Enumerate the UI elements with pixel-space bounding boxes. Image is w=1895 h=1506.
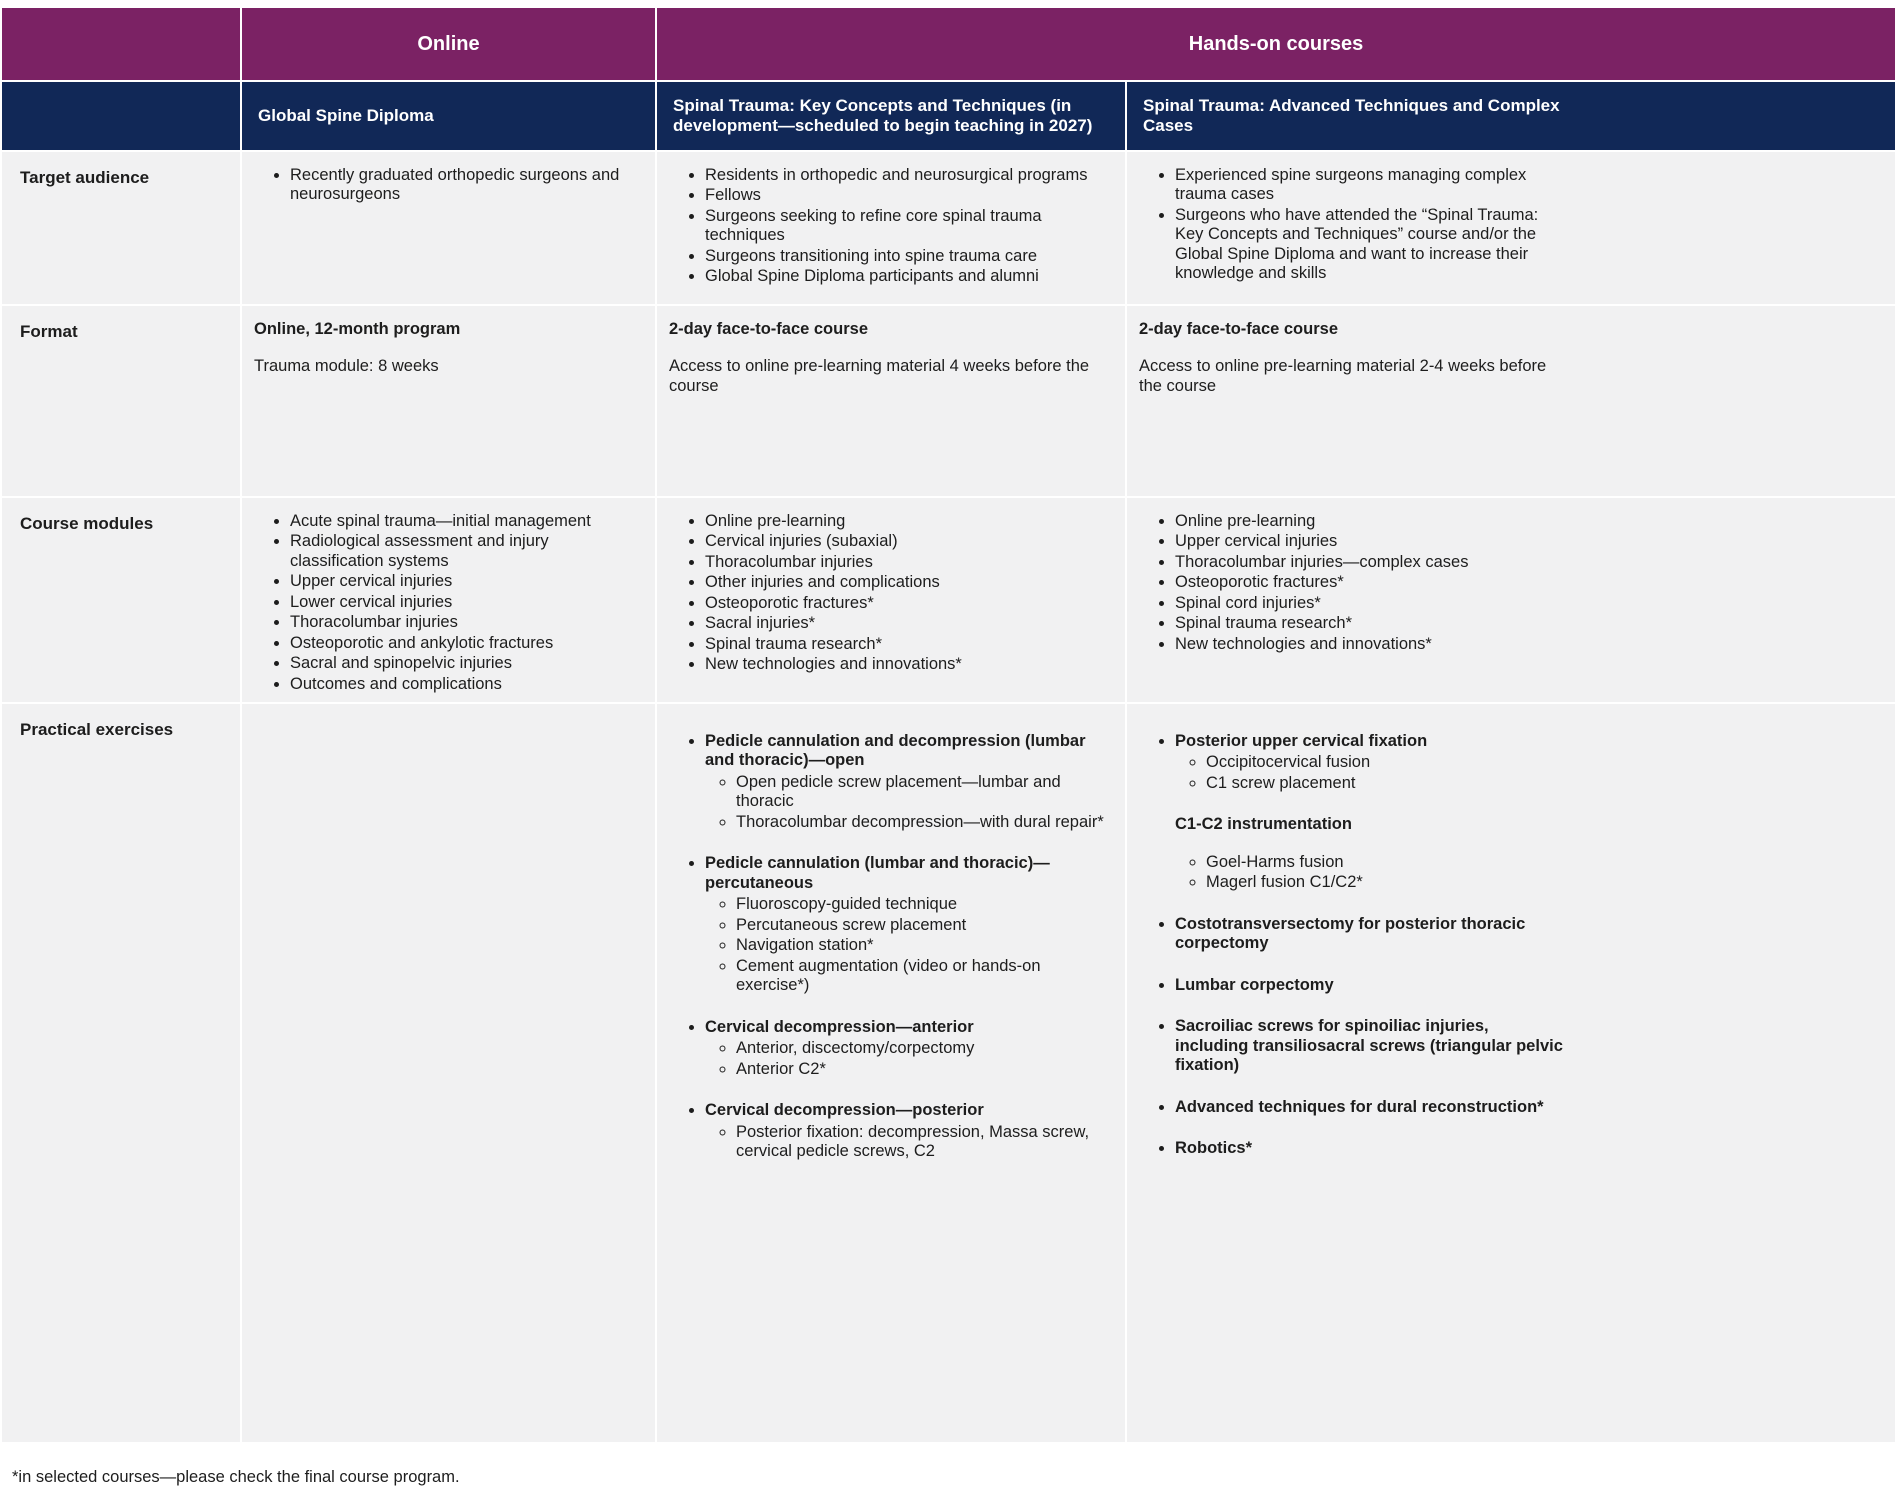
- list-item: • Surgeons transitioning into spine trauma care: [705, 247, 1111, 266]
- bullet-list: [1139, 166, 1563, 284]
- list-item: • Online pre-learning: [705, 512, 1111, 531]
- list-item: ◦ Anterior, discectomy/corpectomy: [736, 1039, 1111, 1058]
- hands-on-band-label: Hands-on courses: [1188, 32, 1364, 55]
- list-item: ◦ Navigation station*: [736, 936, 1111, 955]
- exercise-group-heading: Advanced techniques for dural reconstruction*: [1175, 1097, 1544, 1116]
- exercise-group: [705, 854, 1111, 995]
- list-item: • Thoracolumbar injuries: [705, 553, 1111, 572]
- list-item: • Spinal cord injuries*: [1175, 594, 1563, 613]
- list-item: ◦ Occipitocervical fusion: [1206, 753, 1563, 772]
- list-item: ◦ Thoracolumbar decompression—with dural repair*: [736, 813, 1111, 832]
- list-item: • Cervical injuries (subaxial): [705, 532, 1111, 551]
- list-item: • Global Spine Diploma participants and alumni: [705, 267, 1111, 286]
- format-headline: 2-day face-to-face course: [1139, 320, 1338, 338]
- list-item: ◦ Anterior C2*: [736, 1060, 1111, 1079]
- row-label-text: Format: [20, 322, 78, 341]
- exercise-group: [705, 1101, 1111, 1161]
- exercise-group-heading: Posterior upper cervical fixation: [1175, 732, 1428, 750]
- column-header-gsd: [242, 82, 655, 150]
- list-item: ◦ Percutaneous screw placement: [736, 916, 1111, 935]
- list-item: • Upper cervical injuries: [290, 572, 641, 591]
- bullet-list: [254, 166, 641, 205]
- exercise-group-heading: Sacroiliac screws for spinoiliac injuries, including transiliosacral screws (triangular pelvic fixation): [1175, 1017, 1563, 1075]
- list-item: • Spinal trauma research*: [1175, 614, 1563, 633]
- exercise-group: [1175, 976, 1563, 995]
- list-item: ◦ Goel-Harms fusion: [1206, 853, 1563, 872]
- exercise-group: [1175, 1139, 1563, 1158]
- target-audience-key-concepts-cell: [657, 152, 1125, 304]
- list-item: • Osteoporotic fractures*: [1175, 573, 1563, 592]
- list-item: • Fellows: [705, 186, 1111, 205]
- exercise-group: [705, 732, 1111, 832]
- exercise-group-heading: C1-C2 instrumentation: [1175, 815, 1352, 834]
- list-item: • Osteoporotic and ankylotic fractures: [290, 634, 641, 653]
- exercise-sub-list: [705, 1123, 1111, 1162]
- bullet-list: [254, 512, 641, 694]
- header-band-online: [242, 8, 655, 80]
- format-detail: Trauma module: 8 weeks: [254, 357, 439, 376]
- header-band-spacer: [2, 8, 240, 80]
- course-comparison-table: [2, 8, 1895, 1442]
- list-item: • Recently graduated orthopedic surgeons and neurosurgeons: [290, 166, 641, 205]
- format-detail: Access to online pre-learning material 4 weeks before the course: [669, 357, 1090, 395]
- exercise-group: [1175, 732, 1563, 793]
- exercise-group-heading: Pedicle cannulation and decompression (lumbar and thoracic)—open: [705, 732, 1086, 770]
- list-item: • Other injuries and complications: [705, 573, 1111, 592]
- online-band-label: Online: [417, 32, 480, 55]
- column-title-advanced: Spinal Trauma: Advanced Techniques and Complex Cases: [1143, 95, 1560, 135]
- course-modules-gsd-cell: [242, 498, 655, 702]
- exercise-group-list: [669, 732, 1111, 1161]
- list-item: ◦ Fluoroscopy-guided technique: [736, 895, 1111, 914]
- column-title-gsd: Global Spine Diploma: [258, 105, 434, 125]
- format-detail: Access to online pre-learning material 2-4 weeks before the course: [1139, 357, 1547, 395]
- list-item: • Upper cervical injuries: [1175, 532, 1563, 551]
- target-audience-gsd-cell: [242, 152, 655, 304]
- list-item: • Radiological assessment and injury classification systems: [290, 532, 641, 571]
- exercise-group-heading: Cervical decompression—posterior: [705, 1101, 984, 1120]
- list-item: • Residents in orthopedic and neurosurgical programs: [705, 166, 1111, 185]
- exercise-group: [1175, 915, 1563, 954]
- list-item: • Sacral injuries*: [705, 614, 1111, 633]
- list-item: • Outcomes and complications: [290, 675, 641, 694]
- exercise-group-heading: Robotics*: [1175, 1139, 1253, 1158]
- list-item: • Online pre-learning: [1175, 512, 1563, 531]
- exercise-sub-list: [1175, 753, 1563, 793]
- column-header-key-concepts: [657, 82, 1125, 150]
- list-item: ◦ C1 screw placement: [1206, 774, 1563, 793]
- list-item: • Sacral and spinopelvic injuries: [290, 654, 641, 673]
- list-item: • Spinal trauma research*: [705, 635, 1111, 654]
- practical-exercises-advanced-cell: [1127, 704, 1895, 1442]
- course-modules-key-concepts-cell: [657, 498, 1125, 702]
- exercise-sub-list: [1175, 853, 1563, 893]
- exercise-sub-list: [705, 1039, 1111, 1079]
- list-item: • Acute spinal trauma—initial management: [290, 512, 641, 531]
- column-header-spacer: [2, 82, 240, 150]
- exercise-group: [1175, 1017, 1563, 1075]
- list-item: • Experienced spine surgeons managing complex trauma cases: [1175, 166, 1563, 205]
- row-label-text: Target audience: [20, 168, 150, 187]
- row-label-target-audience: [2, 152, 240, 304]
- format-gsd-cell: [242, 306, 655, 496]
- format-key-concepts-cell: [657, 306, 1125, 496]
- course-modules-advanced-cell: [1127, 498, 1895, 702]
- row-label-course-modules: [2, 498, 240, 702]
- column-header-advanced: [1127, 82, 1895, 150]
- practical-exercises-key-concepts-cell: [657, 704, 1125, 1442]
- exercise-group: [1175, 815, 1563, 892]
- row-label-text: Course modules: [20, 514, 154, 533]
- exercise-sub-list: [705, 895, 1111, 995]
- list-item: ◦ Magerl fusion C1/C2*: [1206, 873, 1563, 892]
- target-audience-advanced-cell: [1127, 152, 1895, 304]
- exercise-group-heading: Pedicle cannulation (lumbar and thoracic)—percutaneous: [705, 854, 1050, 892]
- footnote: *in selected courses—please check the final course program.: [12, 1468, 460, 1486]
- exercise-group-heading: Lumbar corpectomy: [1175, 975, 1334, 994]
- exercise-group: [1175, 1098, 1563, 1117]
- bullet-list: [669, 166, 1111, 287]
- list-item: • New technologies and innovations*: [1175, 635, 1563, 654]
- format-headline: 2-day face-to-face course: [669, 320, 868, 338]
- list-item: • Surgeons who have attended the “Spinal Trauma: Key Concepts and Techniques” course and/or the Global Spine Diploma and want to increase their knowledge and skills: [1175, 206, 1563, 284]
- practical-exercises-gsd-cell: [242, 704, 655, 1442]
- list-item: • Osteoporotic fractures*: [705, 594, 1111, 613]
- list-item: • Lower cervical injuries: [290, 593, 641, 612]
- exercise-group-list: [1139, 732, 1563, 1159]
- row-label-practical-exercises: [2, 704, 240, 1442]
- column-title-key-concepts: Spinal Trauma: Key Concepts and Techniques (in development—scheduled to begin teaching in 2027): [673, 95, 1093, 135]
- bullet-list: [1139, 512, 1563, 654]
- exercise-group: [705, 1018, 1111, 1079]
- header-band-hands-on: [657, 8, 1895, 80]
- list-item: ◦ Posterior fixation: decompression, Massa screw, cervical pedicle screws, C2: [736, 1123, 1111, 1162]
- list-item: ◦ Open pedicle screw placement—lumbar and thoracic: [736, 773, 1111, 812]
- bullet-list: [669, 512, 1111, 675]
- list-item: ◦ Cement augmentation (video or hands-on exercise*): [736, 957, 1111, 996]
- row-label-text: Practical exercises: [20, 720, 174, 739]
- list-item: • Surgeons seeking to refine core spinal trauma techniques: [705, 207, 1111, 246]
- format-advanced-cell: [1127, 306, 1895, 496]
- exercise-group-heading: Costotransversectomy for posterior thoracic corpectomy: [1175, 914, 1526, 953]
- exercise-group-heading: Cervical decompression—anterior: [705, 1017, 974, 1036]
- list-item: • Thoracolumbar injuries—complex cases: [1175, 553, 1563, 572]
- row-label-format: [2, 306, 240, 496]
- list-item: • Thoracolumbar injuries: [290, 613, 641, 632]
- exercise-sub-list: [705, 773, 1111, 832]
- format-headline: Online, 12-month program: [254, 320, 461, 338]
- list-item: • New technologies and innovations*: [705, 655, 1111, 674]
